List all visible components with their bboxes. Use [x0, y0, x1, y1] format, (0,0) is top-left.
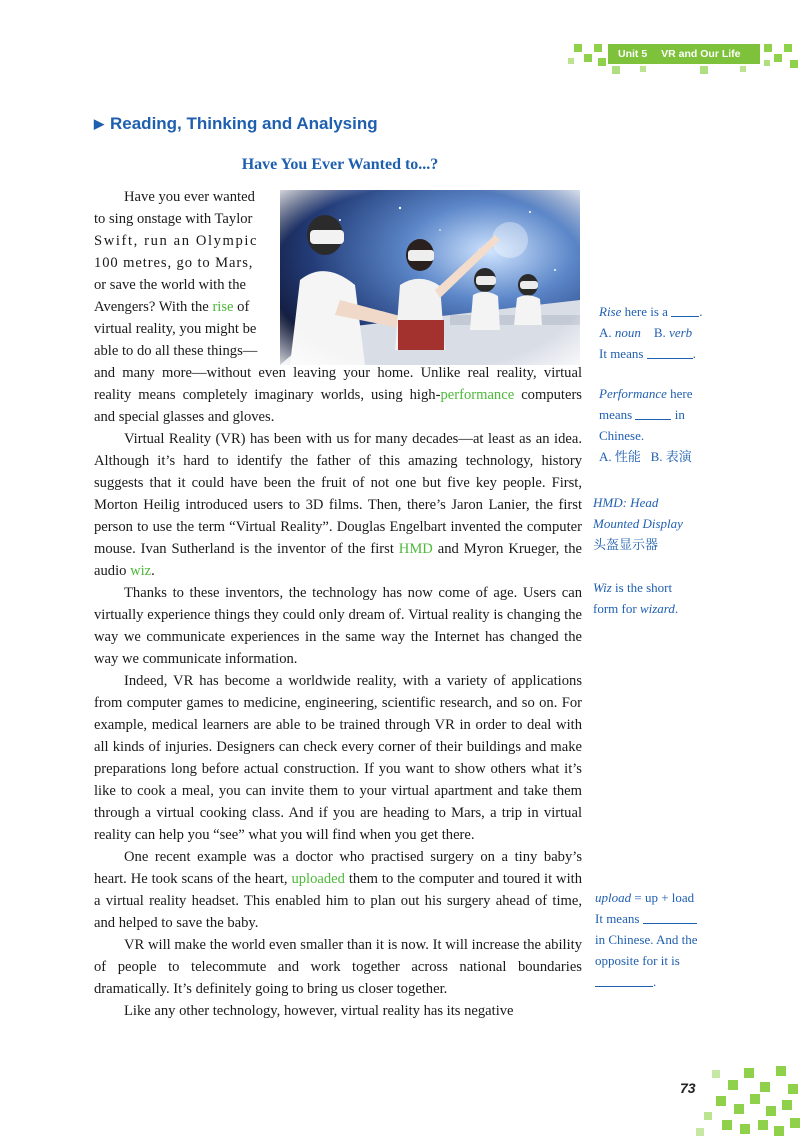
paragraph-3: Thanks to these inventors, the technology has now come of age. Users can virtually experience things they could only dream of. Virtual reality is changing the way we communicate experiences in the same way the Internet has changed the way we communicate information. — [94, 585, 582, 667]
highlight-performance: performance — [440, 387, 515, 403]
note-upload: upload = up + load It means in Chinese. And the opposite for it is . — [595, 890, 698, 989]
article-title: Have You Ever Wanted to...? — [241, 156, 439, 173]
highlight-rise: rise — [212, 299, 234, 315]
highlight-wiz: wiz — [130, 563, 152, 579]
paragraph-4: Indeed, VR has become a worldwide reality, with a variety of applications from computer games to medicine, engineering, scientific research, and so on. For example, medical learners are able to be trained through VR in order to deal with all kinds of injuries. Designers can check every corner of their buildings and make preparations long before actual construction. If you want to show others what it’s like to cook a meal, you can invite them to your virtual apartment and take them through a virtual cooking class. And if you are heading to Mars, a trip in virtual reality can help you “see” what you will find when you get there. — [94, 673, 582, 843]
article-body — [94, 362, 582, 1022]
paragraph-2: Virtual Reality (VR) has been with us for many decades—at least as an idea. Although it’s hard to identify the father of this amazing technology, history suggests that it could have been the fruit of not one but five key people. First, Morton Heilig introduced users to 3D films. Then, there’s Jaron Lanier, the first person to use the term “Virtual Reality”. Douglas Engelbart invented the computer mouse. Ivan Sutherland is the inventor of the first HMD and Myron Krueger, the audio wiz. — [94, 431, 582, 579]
unit-number: Unit 5 — [618, 48, 648, 60]
note-wiz: Wiz is the short form for wizard. — [593, 580, 679, 616]
unit-title: VR and Our Life — [661, 48, 741, 60]
note-performance: Performance here means in Chinese. A. 性能 B. 表演 — [599, 386, 693, 464]
unit-banner — [608, 44, 760, 64]
paragraph-7: Like any other technology, however, virtual reality has its negative — [124, 1003, 514, 1019]
page-number: 73 — [680, 1080, 696, 1096]
note-hmd: HMD: Head Mounted Display 头盔显示器 — [593, 495, 683, 552]
paragraph-1-continued: and many more—without even leaving your home. Unlike real reality, virtual reality means completely imaginary worlds, using high-performance computers and special glasses and gloves. — [94, 365, 582, 425]
paragraph-6: VR will make the world even smaller than it is now. It will increase the ability of people to telecommute and work together across national boundaries dramatically. It’s definitely going to bring us closer together. — [94, 937, 582, 997]
section-title: ▶ Reading, Thinking and Analysing — [94, 114, 378, 133]
paragraph-5: One recent example was a doctor who practised surgery on a tiny baby’s heart. He took scans of the heart, uploaded them to the computer and toured it with a virtual reality headset. This enabled him to plan out his surgery ahead of time, and helped to save the baby. — [94, 849, 582, 931]
intro-wrap-text: Have you ever wanted to sing onstage with Taylor Swift, run an Olympic 100 metres, go to Mars, or save the world with the Avengers? With the rise of virtual reality, you might be able to do all these things— — [94, 189, 259, 359]
highlight-hmd: HMD — [398, 541, 433, 557]
triangle-bullet-icon: ▶ — [94, 116, 104, 131]
note-rise: Rise here is a . A. noun B. verb It means . — [599, 304, 703, 361]
vr-headset-photo — [280, 190, 580, 365]
highlight-uploaded: uploaded — [291, 871, 345, 887]
